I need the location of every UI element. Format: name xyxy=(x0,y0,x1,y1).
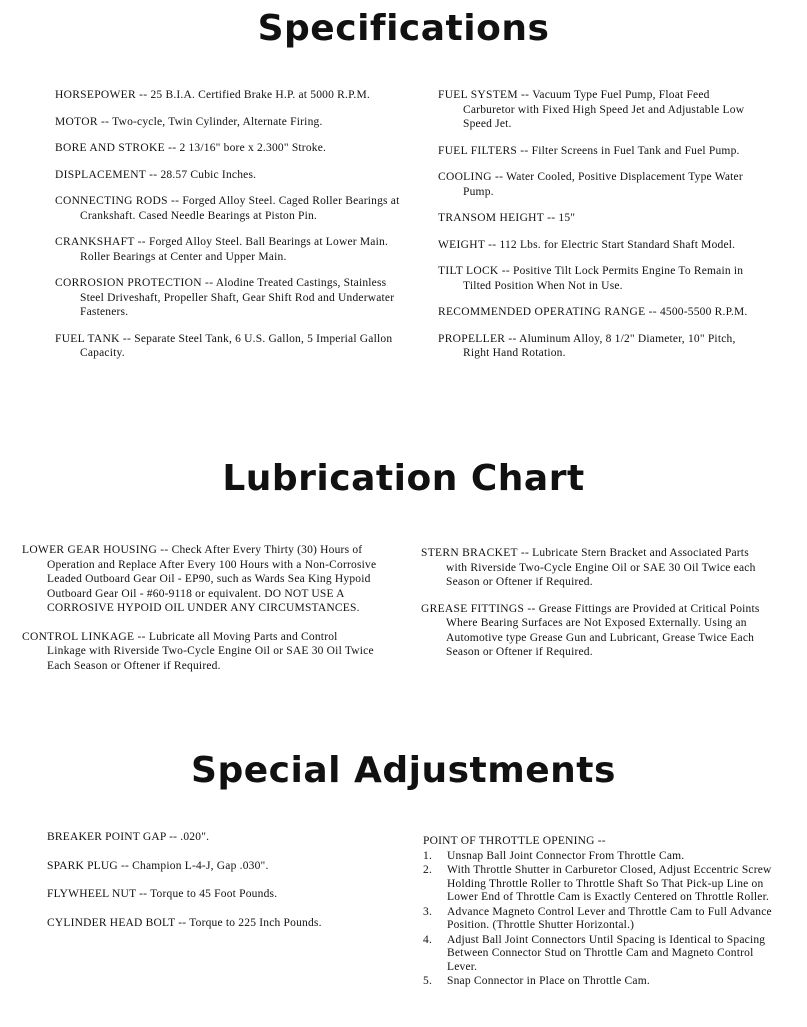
lubrication-text: Grease Fittings are Provided at Critical Points Where Bearing Surfaces are Not Exposed Externally. Using an Automotive type Grease Gun and Lubricant, Grease Twice Each Season or Oftener if Required. xyxy=(446,602,760,658)
throttle-step xyxy=(423,975,778,989)
lubrication-entry xyxy=(421,546,766,590)
spec-entry xyxy=(55,115,400,130)
lubrication-term: LOWER GEAR HOUSING -- xyxy=(22,544,169,556)
adjustment-text: .020". xyxy=(180,831,210,843)
spec-text: Vacuum Type Fuel Pump, Float Feed Carburetor with Fixed High Speed Jet and Adjustable Low Speed Jet. xyxy=(463,89,745,130)
spec-entry xyxy=(438,305,758,320)
spec-entry xyxy=(55,276,400,320)
spec-entry xyxy=(438,264,758,293)
spec-entry xyxy=(55,141,400,156)
throttle-step xyxy=(423,906,778,933)
spec-entry xyxy=(55,332,400,361)
adjustment-text: Champion L-4-J, Gap .030". xyxy=(132,859,269,872)
adjustments-right-column xyxy=(423,835,778,990)
spec-term: HORSEPOWER -- xyxy=(55,89,148,101)
special-adjustments-heading: Special Adjustments xyxy=(191,750,616,791)
lubrication-right-column xyxy=(421,546,766,672)
spec-term: FUEL FILTERS -- xyxy=(438,144,529,157)
lubrication-text: Check After Every Thirty (30) Hours of Operation and Replace After Every 100 Hours with a Non-Corrosive Leaded Outboard Gear Oil - EP90, such as Wards Sea King Hypoid Outboard Gear Oil - #60-9118 or equivalent. DO NOT USE A CORROSIVE HYPOID OIL UNDER ANY CIRCUMSTANCES. xyxy=(47,544,377,614)
spec-term: CRANKSHAFT -- xyxy=(55,236,146,248)
spec-text: 25 B.I.A. Certified Brake H.P. at 5000 R.P.M. xyxy=(150,89,370,101)
spec-text: Filter Screens in Fuel Tank and Fuel Pump. xyxy=(531,144,740,157)
spec-entry xyxy=(55,235,400,264)
spec-term: FUEL SYSTEM -- xyxy=(438,89,530,101)
spec-term: COOLING -- xyxy=(438,171,504,183)
lubrication-text: Lubricate all Moving Parts and Control Linkage with Riverside Two-Cycle Engine Oil or SAE 30 Oil Twice Each Season or Oftener if Required. xyxy=(47,630,374,672)
spec-term: MOTOR -- xyxy=(55,115,110,128)
throttle-step xyxy=(423,934,778,975)
adjustment-term: SPARK PLUG -- xyxy=(47,859,130,872)
spec-entry xyxy=(438,238,758,253)
adjustment-entry xyxy=(47,859,392,874)
lubrication-chart-heading: Lubrication Chart xyxy=(222,458,585,499)
adjustment-text: Torque to 225 Inch Pounds. xyxy=(189,916,322,929)
spec-term: TRANSOM HEIGHT -- xyxy=(438,212,556,224)
adjustment-text: Torque to 45 Foot Pounds. xyxy=(150,888,278,900)
spec-text: Positive Tilt Lock Permits Engine To Remain in Tilted Position When Not in Use. xyxy=(463,265,744,292)
adjustment-entry xyxy=(47,916,392,931)
lubrication-term: STERN BRACKET -- xyxy=(421,547,530,559)
adjustment-term: FLYWHEEL NUT -- xyxy=(47,888,148,900)
step-number: 2. xyxy=(423,864,433,876)
spec-text: Separate Steel Tank, 6 U.S. Gallon, 5 Imperial Gallon Capacity. xyxy=(80,332,393,359)
spec-text: Forged Alloy Steel. Caged Roller Bearings at Crankshaft. Cased Needle Bearings at Piston Pin. xyxy=(80,195,400,222)
spec-entry xyxy=(55,194,400,223)
spec-entry xyxy=(438,144,758,159)
step-number: 1. xyxy=(423,849,433,862)
step-number: 5. xyxy=(423,975,433,987)
step-text: Advance Magneto Control Lever and Throttle Cam to Full Advance Position. (Throttle Shutter Horizontal.) xyxy=(447,905,772,931)
lubrication-term: GREASE FITTINGS -- xyxy=(421,602,536,615)
spec-text: 2 13/16" bore x 2.300" Stroke. xyxy=(179,142,327,154)
spec-text: 28.57 Cubic Inches. xyxy=(160,168,257,181)
step-text: With Throttle Shutter in Carburetor Closed, Adjust Eccentric Screw Holding Throttle Roller to Throttle Shaft So That Pick-up Line on Lower End of Throttle Cam is Exactly Centered on Throttle Roller. xyxy=(447,864,772,903)
spec-entry xyxy=(438,170,758,199)
adjustment-term: BREAKER POINT GAP -- xyxy=(47,831,178,843)
throttle-step xyxy=(423,850,778,864)
spec-text: Aluminum Alloy, 8 1/2" Diameter, 10" Pitch, Right Hand Rotation. xyxy=(463,332,736,359)
spec-text: 15" xyxy=(558,212,576,224)
step-text: Unsnap Ball Joint Connector From Throttle Cam. xyxy=(447,849,685,862)
spec-text: Forged Alloy Steel. Ball Bearings at Lower Main. Roller Bearings at Center and Upper Main. xyxy=(80,236,389,263)
spec-term: RECOMMENDED OPERATING RANGE -- xyxy=(438,306,657,318)
spec-entry xyxy=(438,88,758,132)
spec-term: CONNECTING RODS -- xyxy=(55,195,180,207)
spec-term: CORROSION PROTECTION -- xyxy=(55,277,214,289)
adjustment-term: CYLINDER HEAD BOLT -- xyxy=(47,916,187,929)
spec-term: BORE AND STROKE -- xyxy=(55,142,177,154)
throttle-step xyxy=(423,864,778,905)
adjustments-left-column xyxy=(47,830,392,947)
spec-text: 112 Lbs. for Electric Start Standard Shaft Model. xyxy=(499,238,736,251)
lubrication-term: CONTROL LINKAGE -- xyxy=(22,630,146,643)
spec-entry xyxy=(438,211,758,226)
step-number: 3. xyxy=(423,905,433,918)
lubrication-entry xyxy=(22,543,377,616)
step-text: Snap Connector in Place on Throttle Cam. xyxy=(447,975,650,987)
step-text: Adjust Ball Joint Connectors Until Spacing is Identical to Spacing Between Connector Stud on Throttle Cam and Magneto Control Lever. xyxy=(447,933,766,973)
lubrication-text: Lubricate Stern Bracket and Associated Parts with Riverside Two-Cycle Engine Oil or SAE 30 Oil Twice each Season or Oftener if Required. xyxy=(446,547,756,588)
spec-term: PROPELLER -- xyxy=(438,332,517,345)
specifications-right-column xyxy=(438,88,758,373)
lubrication-entry xyxy=(421,602,766,660)
lubrication-left-column xyxy=(22,543,377,685)
adjustment-entry xyxy=(47,830,392,845)
spec-term: TILT LOCK -- xyxy=(438,265,510,277)
throttle-steps-list xyxy=(423,850,778,989)
adjustment-entry xyxy=(47,887,392,902)
spec-text: Alodine Treated Castings, Stainless Steel Driveshaft, Propeller Shaft, Gear Shift Rod and Underwater Fasteners. xyxy=(80,277,395,318)
spec-entry xyxy=(55,168,400,183)
specifications-left-column xyxy=(55,88,400,373)
spec-entry xyxy=(438,332,758,361)
step-number: 4. xyxy=(423,933,433,946)
spec-term: WEIGHT -- xyxy=(438,238,497,251)
specifications-heading: Specifications xyxy=(257,8,550,49)
throttle-opening-title: POINT OF THROTTLE OPENING -- xyxy=(423,835,606,847)
spec-text: Two-cycle, Twin Cylinder, Alternate Firing. xyxy=(112,115,323,128)
spec-entry xyxy=(55,88,400,103)
lubrication-entry xyxy=(22,630,377,674)
spec-text: 4500-5500 R.P.M. xyxy=(659,306,748,318)
spec-term: DISPLACEMENT -- xyxy=(55,168,158,181)
spec-term: FUEL TANK -- xyxy=(55,332,132,345)
spec-text: Water Cooled, Positive Displacement Type Water Pump. xyxy=(463,171,743,198)
